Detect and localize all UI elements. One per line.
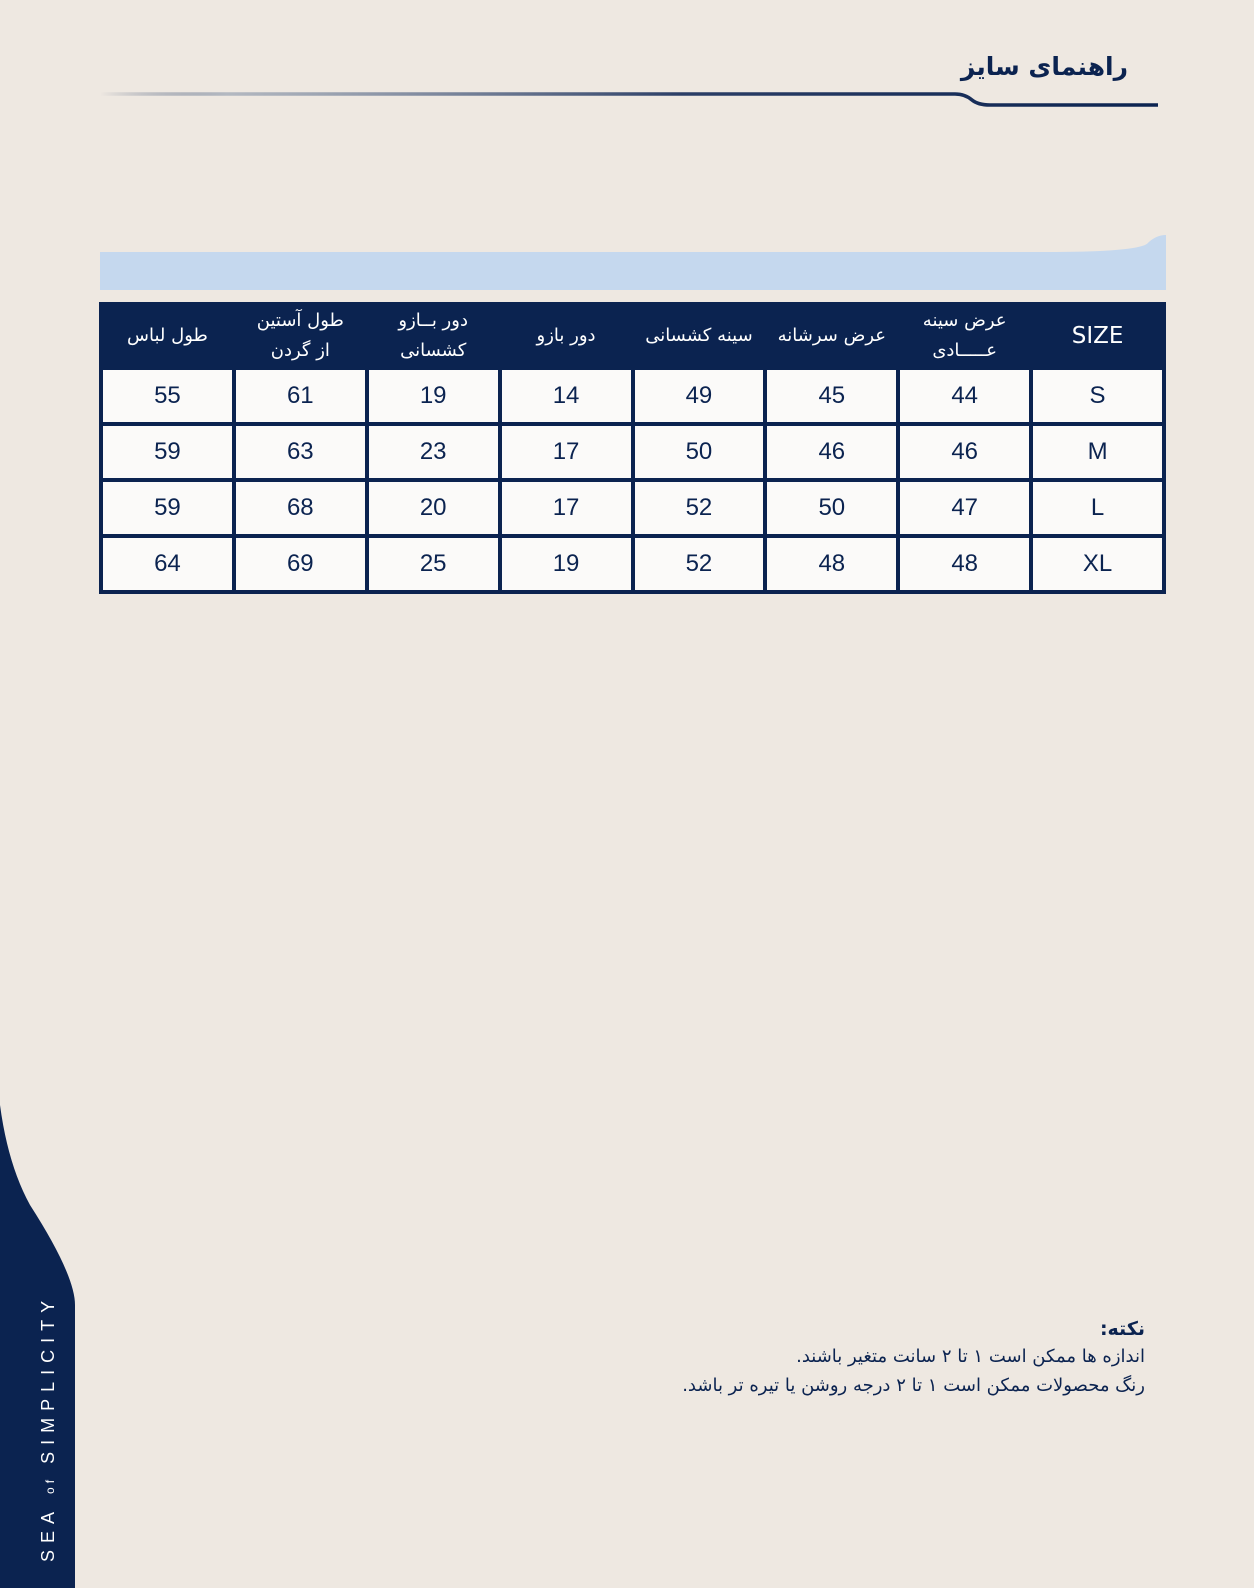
table-cell: 52 [635,538,764,590]
table-cell: 20 [369,482,498,534]
table-cell: XL [1033,538,1162,590]
column-header-shoulder-width [767,306,896,366]
table-cell: L [1033,482,1162,534]
table-cell: 17 [502,482,631,534]
table-cell: 49 [635,370,764,422]
column-header-label: سینه کشسانی [645,325,753,346]
note-section [682,1318,1145,1404]
table-cell: 23 [369,426,498,478]
table-body [103,370,1162,590]
table-header-band [100,232,1166,294]
table-cell: 48 [900,538,1029,590]
title-underline [0,80,1254,120]
table-cell: 48 [767,538,896,590]
column-header-label: عرض سینه [922,310,1007,331]
table-cell: 17 [502,426,631,478]
table-cell: 46 [767,426,896,478]
note-line: رنگ محصولات ممکن است ۱ تا ۲ درجه روشن یا تیره تر باشد. [682,1375,1145,1396]
column-header-label: دور بازو [536,325,596,346]
table-cell: 68 [236,482,365,534]
brand-word-simplicity: SIMPLICITY [38,1293,58,1464]
table-row [103,538,1162,590]
note-line: اندازه ها ممکن است ۱ تا ۲ سانت متغیر باشند. [796,1346,1145,1367]
table-cell: 50 [767,482,896,534]
table-cell: 45 [767,370,896,422]
note-title: نکته: [1099,1318,1145,1340]
size-chart-table [99,302,1166,594]
column-header-label: از گردن [270,340,330,361]
table-cell: 47 [900,482,1029,534]
table-header-row [103,306,1162,366]
table-cell: 44 [900,370,1029,422]
column-header-stretch-arm-circumference [369,306,498,366]
table-cell: 55 [103,370,232,422]
column-header-label: کشسانی [400,340,467,361]
page-title: راهنمای سایز [960,52,1128,81]
column-header-label: SIZE [1071,323,1124,349]
table-cell: 59 [103,426,232,478]
column-header-garment-length [103,306,232,366]
column-header-arm-circumference [502,306,631,366]
table-row [103,482,1162,534]
table-cell: 64 [103,538,232,590]
table-row [103,426,1162,478]
table-cell: 69 [236,538,365,590]
column-header-sleeve-length [236,306,365,366]
table-cell: 19 [369,370,498,422]
table-cell: 14 [502,370,631,422]
brand-word-of: of [43,1475,57,1494]
table-cell: S [1033,370,1162,422]
column-header-label: عرض سرشانه [777,325,887,346]
column-header-stretch-chest [635,306,764,366]
table-cell: 50 [635,426,764,478]
column-header-label: عـــــادی [932,340,998,361]
column-header-chest-width [900,306,1029,366]
table-cell: 61 [236,370,365,422]
table-row [103,370,1162,422]
table-cell: 63 [236,426,365,478]
table-cell: M [1033,426,1162,478]
brand-tagline [38,1294,59,1562]
column-header-label: دور بــازو [398,310,468,331]
brand-word-sea: SEA [38,1505,58,1562]
table-cell: 52 [635,482,764,534]
table-cell: 25 [369,538,498,590]
table-cell: 19 [502,538,631,590]
table-cell: 59 [103,482,232,534]
table-cell: 46 [900,426,1029,478]
column-header-label: طول آستین [256,310,344,331]
column-header-label: طول لباس [127,325,208,346]
column-header-size [1033,306,1162,366]
